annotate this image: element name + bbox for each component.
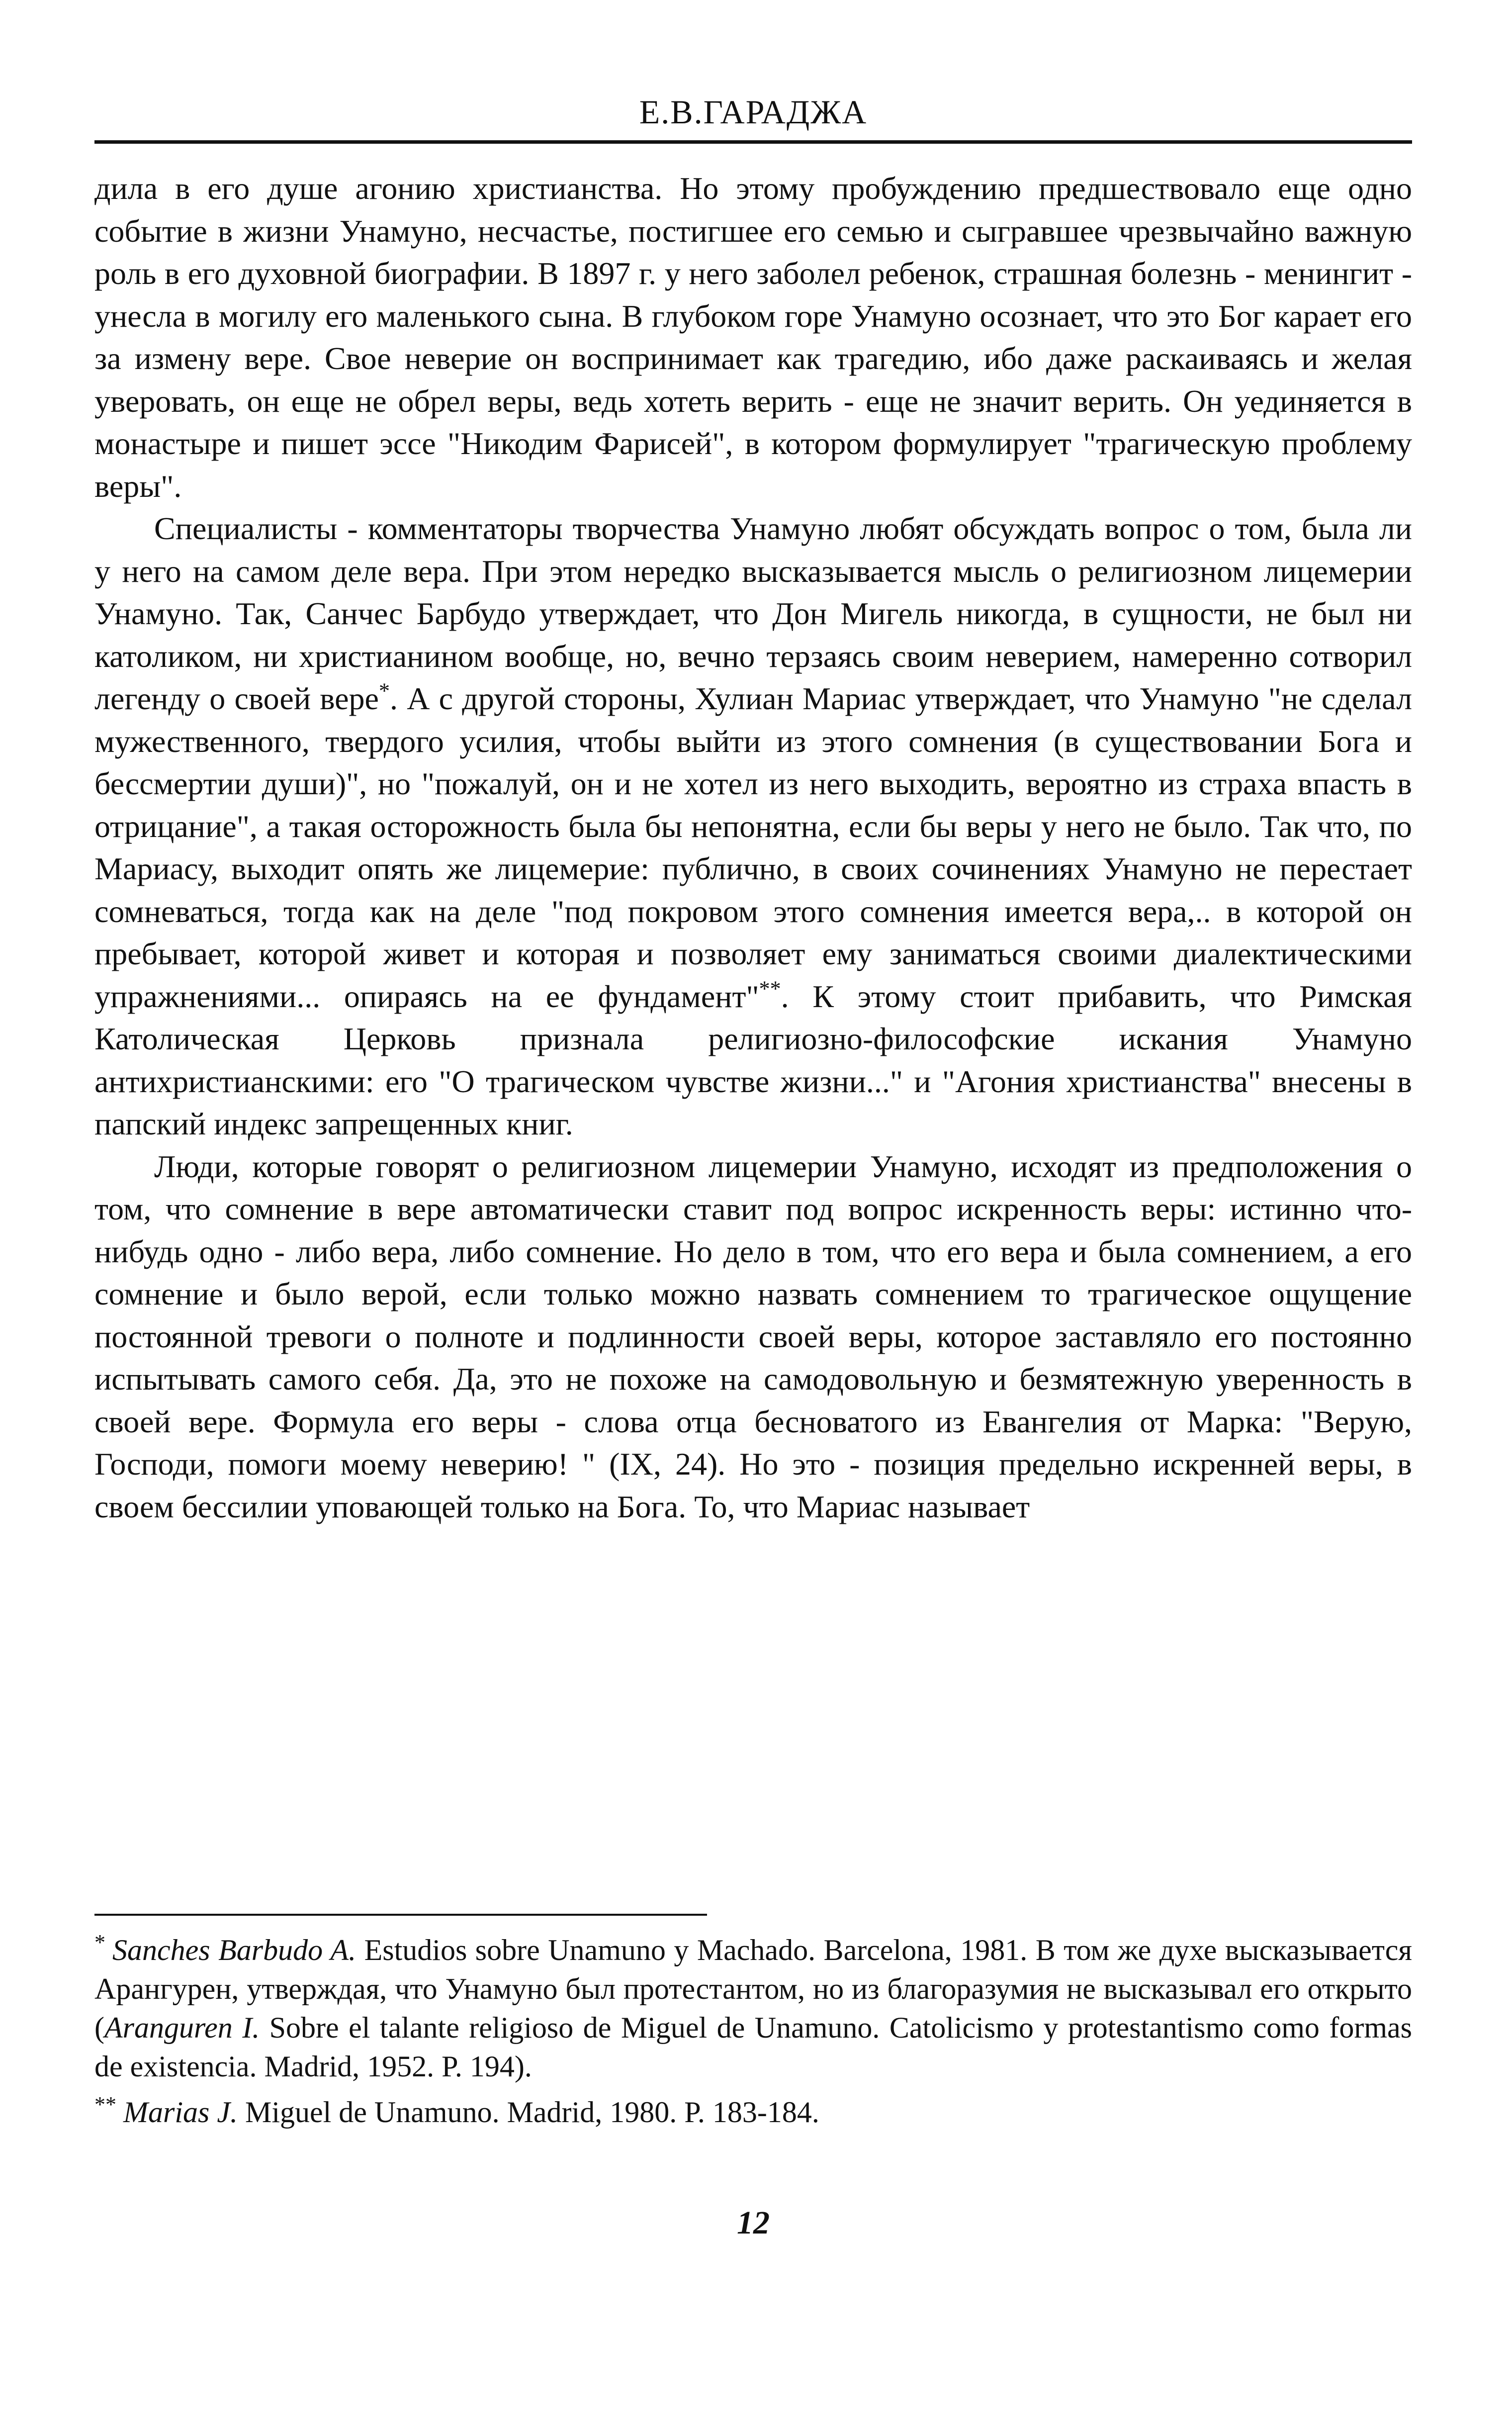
footnote-1-author: Sanches Barbudo A.: [112, 1934, 356, 1966]
header-rule: [94, 140, 1412, 144]
footnote-1-mark: *: [94, 1930, 105, 1955]
footnote-2-author: Marias J.: [123, 2096, 238, 2129]
footnote-ref-1: *: [378, 678, 390, 703]
paragraph-2-part-3: . К этому стоит прибавить, что Римская Католическая Церковь признала религиозно-философские искания Унамуно антихристианскими: его "О трагическом чувстве жизни..." и "Агония христианства" внесены в папский индекс запрещенных книг.: [94, 978, 1413, 1141]
footnotes: [94, 1931, 1412, 2132]
running-head: Е.В.ГАРАДЖА: [639, 93, 868, 131]
paragraph-2-part-1: Специалисты - комментаторы творчества Унамуно любят обсуждать вопрос о том, была ли у него на самом деле вера. При этом нередко высказывается мысль о религиозном лицемерии Унамуно. Так, Санчес Барбудо утверждает, что Дон Мигель никогда, в сущности, не был ни католиком, ни христианином вообще, но, вечно терзаясь своим неверием, намеренно сотворил легенду о своей вере: [94, 511, 1412, 716]
page-number: 12: [737, 2205, 770, 2241]
footnote-1-author-2: Aranguren I.: [104, 2011, 260, 2044]
footnote-1: [94, 1931, 1412, 2086]
footnote-2-mark: **: [94, 2092, 116, 2117]
footnote-1-text-a: Estudios sobre Unamuno y Machado. Barcelona, 1981. В том же духе высказывается Арангурен, утверждая, что Унамуно был протестантом, но из благоразумия не высказывал его открыто (: [94, 1934, 1412, 2044]
paragraph-3: Люди, которые говорят о религиозном лицемерии Унамуно, исходят из предположения о том, что сомнение в вере автоматически ставит под вопрос искренность веры: истинно что-нибудь одно - либо вера, либо сомнение. Но дело в том, что его вера и была сомнением, а его сомнение и было верой, если только можно назвать сомнением то трагическое ощущение постоянной тревоги о полноте и подлинности своей веры, которое заставляло его постоянно испытывать самого себя. Да, это не похоже на самодовольную и безмятежную уверенность в своей вере. Формула его веры - слова отца бесноватого из Евангелия от Марка: "Верую, Господи, помоги моему неверию! " (IX, 24). Но это - позиция предельно искренней веры, в своем бессилии уповающей только на Бога. То, что Мариас называет: [94, 1148, 1412, 1524]
main-text: [94, 167, 1412, 1528]
paragraph-2: [94, 507, 1412, 1145]
footnote-2-text: Miguel de Unamuno. Madrid, 1980. P. 183-184.: [237, 2096, 819, 2129]
footnote-2: [94, 2093, 1412, 2132]
footnote-1-text-b: Sobre el talante religioso de Miguel de Unamuno. Catolicismo y protestantismo como formas de existencia. Madrid, 1952. P. 194).: [94, 2011, 1412, 2083]
footnote-ref-2: **: [759, 976, 781, 1001]
paragraph-1: дила в его душе агонию христианства. Но этому пробуждению предшествовало еще одно событие в жизни Унамуно, несчастье, постигшее его семью и сыгравшее чрезвычайно важную роль в его духовной биографии. В 1897 г. у него заболел ребенок, страшная болезнь - менингит - унесла в могилу его маленького сына. В глубоком горе Унамуно осознает, что это Бог карает его за измену вере. Свое неверие он воспринимает как трагедию, ибо даже раскаиваясь и желая уверовать, он еще не обрел веры, ведь хотеть верить - еще не значит верить. Он уединяется в монастыре и пишет эссе "Никодим Фарисей", в котором формулирует "трагическую проблему веры".: [94, 171, 1412, 504]
footnote-rule: [94, 1914, 707, 1916]
paragraph-2-part-2: . А с другой стороны, Хулиан Мариас утверждает, что Унамуно "не сделал мужественного, твердого усилия, чтобы выйти из этого сомнения (в существовании Бога и бессмертии души)", но "пожалуй, он и не хотел из него выходить, вероятно из страха впасть в отрицание", а такая осторожность была бы непонятна, если бы веры у него не было. Так что, по Мариасу, выходит опять же лицемерие: публично, в своих сочинениях Унамуно не перестает сомневаться, тогда как на деле "под покровом этого сомнения имеется вера,.. в которой он пребывает, которой живет и которая и позволяет ему заниматься своими диалектическими упражнениями... опираясь на ее фундамент": [94, 681, 1413, 1014]
